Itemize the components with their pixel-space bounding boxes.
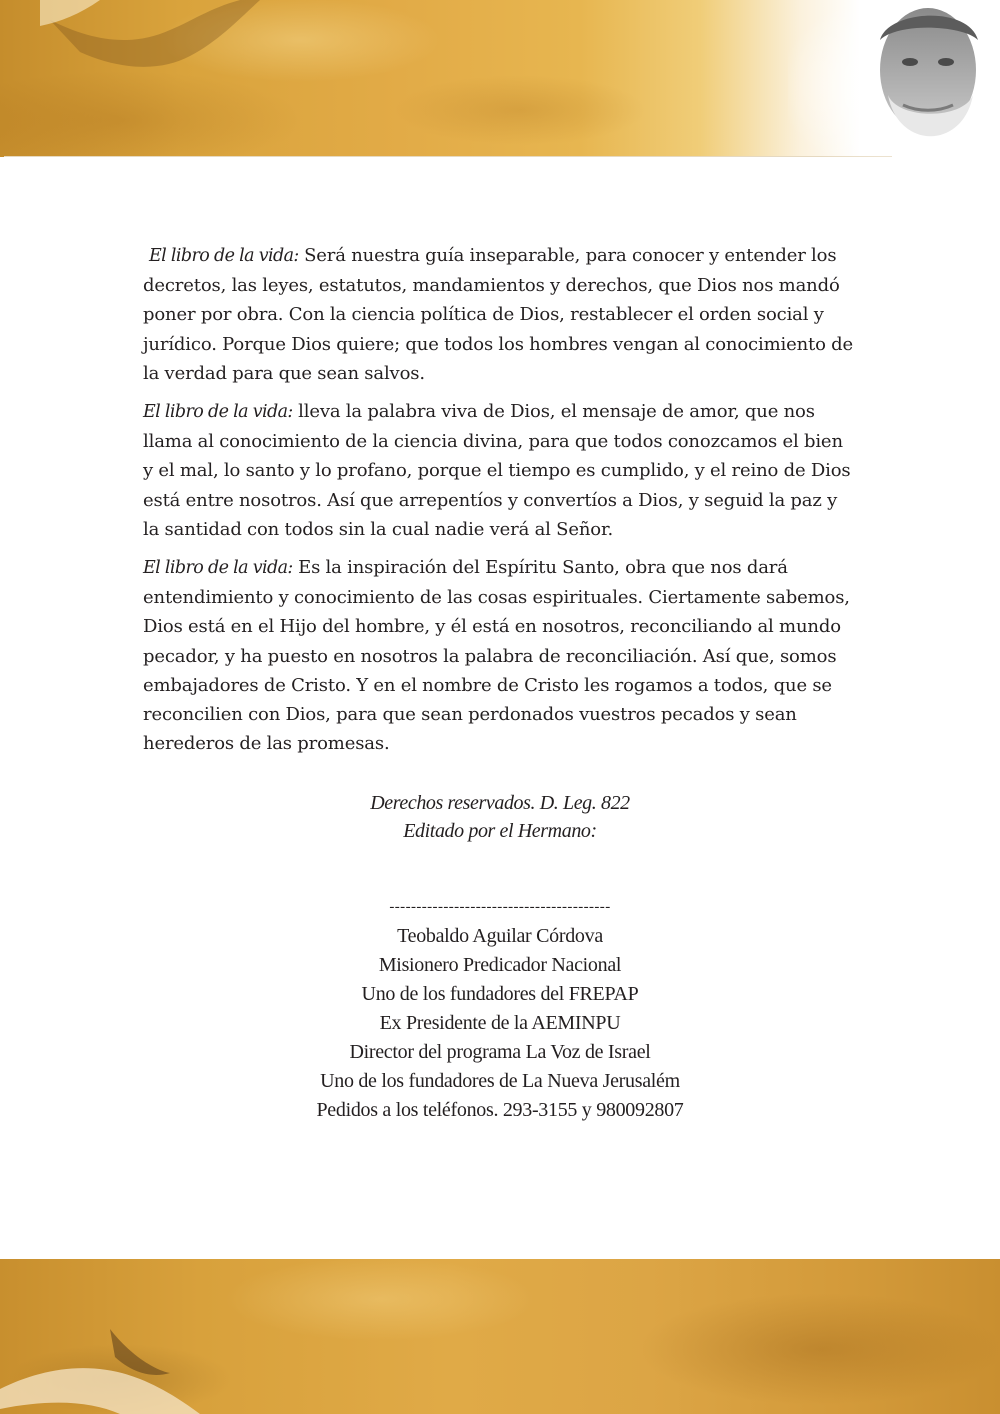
- author-role: Ex Presidente de la AEMINPU: [379, 1012, 621, 1034]
- main-content: [143, 241, 858, 767]
- paragraph-3: [143, 553, 858, 758]
- paragraph-body: lleva la palabra viva de Dios, el mensaje de amor, que nos llama al conocimiento de la ciencia divina, para que todos conozcamos el bien y el mal, lo santo y lo profano, porque el tiempo es cumplido, y el reino de Dios está entre nosotros. Así que arrepentíos y convertíos a Dios, y seguid la paz y la santidad con todos sin la cual nadie verá al Señor.: [143, 401, 851, 540]
- editor-line: Editado por el Hermano:: [403, 820, 597, 842]
- paragraph-body: Es la inspiración del Espíritu Santo, obra que nos dará entendimiento y conocimiento de las cosas espirituales. Ciertamente sabemos, Dios está en el Hijo del hombre, y él está en nosotros, reconciliando al mundo pecador, y ha puesto en nosotros la palabra de reconciliación. Así que, somos embajadores de Cristo. Y en el nombre de Cristo les rogamos a todos, que se reconcilien con Dios, para que sean perdonados vuestros pecados y sean herederos de las promesas.: [143, 557, 850, 755]
- top-banner: [0, 0, 1000, 157]
- author-name: Teobaldo Aguilar Córdova: [397, 925, 603, 947]
- bearded-man-portrait-icon: [788, 0, 1000, 157]
- paragraph-1: [143, 241, 858, 388]
- bottom-banner: [0, 1259, 1000, 1414]
- header-divider: [4, 156, 892, 157]
- author-role: Uno de los fundadores del FREPAP: [361, 983, 639, 1005]
- signature-block: [0, 896, 1000, 1125]
- paragraph-lead: El libro de la vida:: [149, 246, 299, 266]
- author-role: Misionero Predicador Nacional: [378, 954, 622, 976]
- contact-phones: Pedidos a los teléfonos. 293-3155 y 980092807: [316, 1099, 684, 1121]
- rights-line: Derechos reservados. D. Leg. 822: [370, 792, 630, 814]
- author-role: Director del programa La Voz de Israel: [349, 1041, 651, 1063]
- paragraph-lead: El libro de la vida:: [143, 558, 293, 579]
- signature-line: -----------------------------------------: [389, 899, 611, 915]
- paragraph-2: [143, 397, 858, 544]
- paragraph-body: Será nuestra guía inseparable, para conocer y entender los decretos, las leyes, estatutos, mandamientos y derechos, que Dios nos mandó poner por obra. Con la ciencia política de Dios, restablecer el orden social y jurídico. Porque Dios quiere; que todos los hombres vengan al conocimiento de la verdad para que sean salvos.: [143, 245, 854, 384]
- rights-block: [0, 789, 1000, 845]
- author-role: Uno de los fundadores de La Nueva Jerusalém: [320, 1070, 680, 1092]
- paragraph-lead: El libro de la vida:: [143, 402, 293, 423]
- bird-wing-icon: [0, 1309, 240, 1414]
- bird-wing-icon: [40, 0, 300, 90]
